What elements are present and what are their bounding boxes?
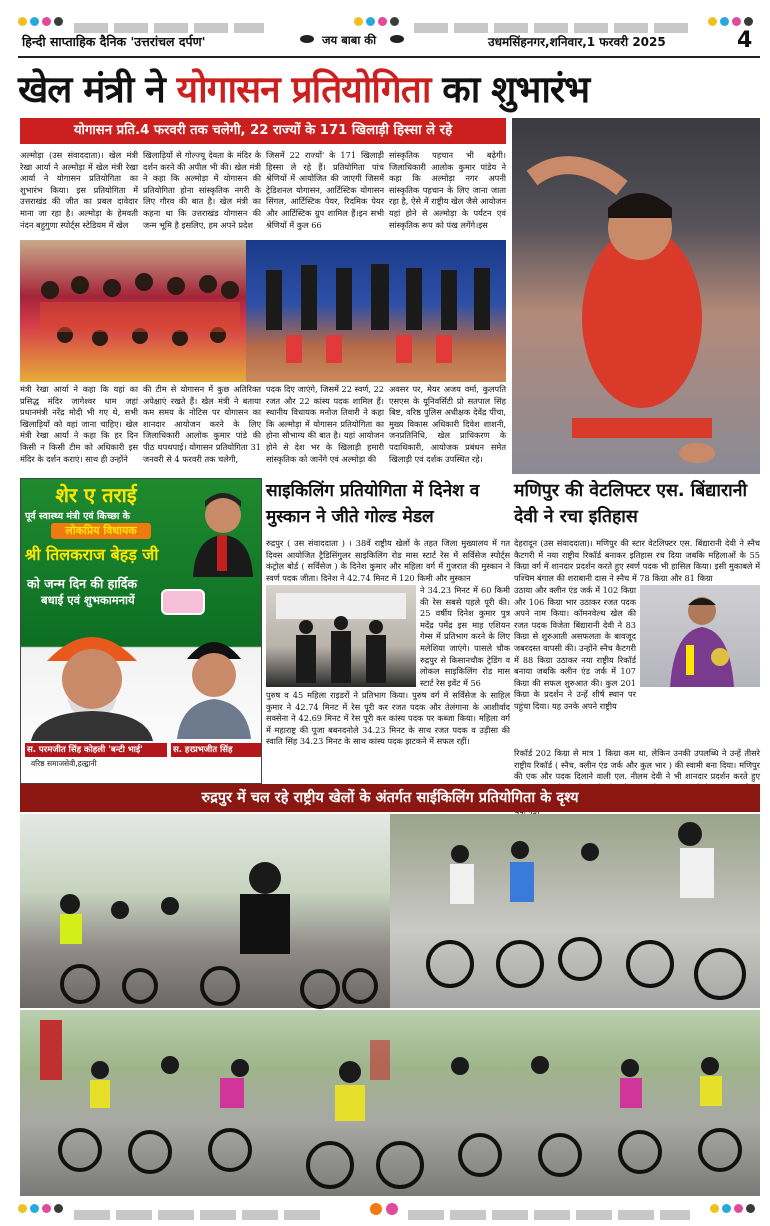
bottom-decor-bar (18, 1203, 758, 1217)
lead-col-6: की टीम से योगासन में कुछ अतिरिक्त अपेक्षाएं रखते हैं। खेल मंत्री ने बताया कम समय के नोटिस पर योगासन का शानदार आयोजन करने के लिए जिलाधिकारी आलोक कुमार पांडे की पीठ थपथपाई। योगासन प्रतियोगिता 31 जनवरी से 4 फरवरी तक चलेगी, (143, 384, 261, 464)
yoga-stage-photo (246, 240, 506, 382)
cycling-scene-photo-3 (20, 1010, 760, 1196)
ad-name-2: स. हरप्रभजीत सिंह (171, 743, 261, 757)
lead-col-8: अवसर पर, मेयर अजय वर्मा, कुलपति एसएस के यूनिवर्सिटी प्रो सतपाल सिंह बिष्ट, वरिष्ठ पुलिस अधीक्षक देवेंद्र पींचा, मुख्य विकास अधिकारी दिवेश शाशनी, जनप्रतिनिधि, खेल प्राधिकरण के पदाधिकारी, आयोजक प्रबंधन समेत खिलाड़ी एवं दर्शक उपस्थित रहे। (389, 384, 506, 464)
ad-line-2: पूर्व स्वास्थ्य मंत्री एवं किच्छा के (25, 511, 130, 522)
ad-name-1: स. परमजीत सिंह कोहली 'बन्टी भाई' (25, 743, 167, 757)
color-dots-icon (354, 17, 399, 26)
ad-line-4: श्री तिलकराज बेहड़ जी (25, 545, 159, 564)
cycling-body-2: ने 34.23 मिनट में 60 किमी की रेस सबसे पहले पूरी की। 25 वर्षीय दिनेश कुमार पुत्र मदेंद्र पमेंद्र इस माह एशियन गेम्स में प्रतिभाग करने के लिए मलेशिया जाएंगे। पासले चौक रुद्रपुर से किसानचौक ट्रेडिंग व लोकल साइकिलिंग रोड मास स्टार्ट रेस इवेंट में 56 (420, 585, 510, 688)
weightlifter-headline: मणिपुर की वेटलिफ्टर एस. बिंद्यारानी देवी ने रचा इतिहास (514, 481, 748, 527)
color-dots-icon (710, 1204, 755, 1213)
birthday-ad (20, 478, 262, 784)
yoga-group-photo (20, 240, 246, 382)
weight-body-2: उठाया और क्लीन एंड जर्क में 102 किग्रा और 106 किग्रा भार उठाकर रजत पदक अपने नाम किया। कॉमनवेल्थ खेल की रजत पदक विजेता बिंद्यारानी देवी ने 83 किग्रा से शुरुआती असफलता के बावजूद जबरदस्त वापसी की। उन्होंने स्नैच कैटगरी में 88 किग्रा उठाकर नया राष्ट्रीय रिकॉर्ड बनाया जबकि क्लीन एंड जर्क में 107 किग्रा की सफल शुरुआत की। कुल 201 किग्रा के प्रदर्शन ने उन्हें शीर्ष स्थान पर पहुंचा दिया। यह उनके अपने राष्ट्रीय (514, 585, 636, 711)
cake-icon (161, 589, 205, 615)
weightlifter-photo (640, 585, 760, 687)
weight-body-1: देहरादून (उस संवाददाता)। मणिपुर की स्टार वेटलिफ्टर एस. बिंद्यारानी देवी ने स्नैच कैटगरी में नया राष्ट्रीय रिकॉर्ड बनाकर इतिहास रच दिया जबकि महिलाओं के 55 किग्रा वर्ग में शानदार प्रदर्शन करते हुए स्वर्ण पदक भी हासिल किया। इसी मुकाबले में पश्चिम बंगाल की शराबानी दास ने स्नैच में 78 किग्रा और 81 किग्रा (514, 538, 760, 583)
lead-col-7: पदक दिए जाएंगे, जिसमें 22 स्वर्ण, 22 रजत और 22 कांस्य पदक शामिल हैं। स्थानीय विधायक मनोज तिवारी ने कहा कि अल्मोड़ा में योगासन प्रतियोगिता का होना सौभाग्य की बात है। यहां आयोजन होने से देश भर के खिलाड़ी हमारी सांस्कृतिक को जानेंगे एवं अल्मोड़ा की (266, 384, 384, 464)
subhead-text: योगासन प्रति.4 फरवरी तक चलेगी, 22 राज्यों के 171 खिलाड़ी हिस्सा ले रहे (73, 123, 453, 138)
cycling-headline: साइकिलिंग प्रतियोगिता में दिनेश व मुस्कान ने जीते गोल्ड मेडल (266, 481, 480, 527)
page-number: 4 (737, 28, 753, 53)
top-decor-bar (18, 17, 758, 29)
ad-line-3: लोकप्रिय विधायक (51, 523, 151, 539)
yoga-athlete-photo (512, 118, 760, 474)
place-date: उधमसिंहनगर,शनिवार,1 फरवरी 2025 (488, 35, 666, 49)
leaf-icon (390, 35, 404, 43)
ad-name-1-sub: वरिष्ठ समाजसेवी,हल्द्वानी (31, 759, 97, 768)
lead-subhead (20, 118, 506, 144)
color-dots-icon (708, 17, 753, 26)
banner-text: रुद्रपुर में चल रहे राष्ट्रीय खेलों के अंतर्गत साईकिलिंग प्रतियोगिता के दृश्य (201, 790, 579, 806)
ad-line-6: बधाई एवं शुभकामनायें (41, 593, 135, 607)
paper-name: हिन्दी साप्ताहिक दैनिक 'उत्तरांचल दर्पण' (22, 34, 206, 49)
leaf-icon (300, 35, 314, 43)
weight-body-3: रिकॉर्ड 202 किग्रा से मात्र 1 किग्रा कम था, लेकिन उनकी उपलब्धि ने उन्हें तीसरे राष्ट्रीय रिकॉर्ड ( स्नैच, क्लीन एंड जर्क और कुल भार ) की स्वामी बना दिया। मणिपुर की एक और पदक दिलाने वाली एल. नीलम देवी ने भी शानदार प्रदर्शन करते हुए (514, 748, 760, 782)
lead-col-4: सांस्कृतिक पहचान भी बढ़ेगी। जिलाधिकारी आलोक कुमार पांडेय ने कहा कि अल्मोड़ा नगर अपनी सांस्कृतिक पहचान के लिए जाना जाता रहा है, ऐसे में राष्ट्रीय खेल जैसे आयोजन यहां होने से अल्मोड़ा के पर्यटन एवं सांस्कृतिक रूप को पंख लगेंगे।इस (389, 150, 506, 230)
ad-portrait-1 (187, 487, 257, 577)
color-dots-icon (18, 17, 63, 26)
headline-highlight: योगासन प्रतियोगिता (176, 68, 431, 111)
ad-portrait-3 (171, 619, 257, 739)
magenta-circle-icon (386, 1203, 398, 1215)
lead-col-2: खिलाड़ियों से गोल्ज्यू देवता के मंदिर के दर्शन करने की अपील भी की। खेल मंत्री ने कहा कि अल्मोड़ा में योगासन की प्रतियोगिता होना सांस्कृतिक नगरी के लिए गौरव की बात है। खेल मंत्री का कहना था कि उत्तराखंड योगासन की जन्म भूमि है इसलिए, हम अपने प्रदेश (143, 150, 261, 230)
cycling-scene-photo-2 (390, 814, 760, 1008)
masthead (18, 30, 760, 58)
cycling-scene-photo-1 (20, 814, 390, 1008)
ad-portrait-2 (27, 613, 157, 741)
lead-col-5: मंत्री रेखा आर्या ने कहा कि यहां का प्रसिद्ध मंदिर जागेश्वर धाम जहां प्रधानमंत्री नरेंद्र मोदी भी गए थे, सभी खिलाड़ियों को वहां जाना चाहिए। खेल मंत्री रेखा आर्या ने कहा कि हर दिन किसी न किसी टीम को अधिकारी इस मंदिर के दर्शन कराएं। साथ ही उन्होंने (20, 384, 138, 464)
cycling-body-3: पुरुष व 45 महिला राइडरों ने प्रतिभाग किया। पुरुष वर्ग में सर्विसेज के साहिल कुमार ने 42.74 मिनट में रेस पूरी कर रजत पदक और तेलंगाना के आशीर्वाद सक्सेना ने 42.69 मिनट में रेस पूरी कर कांस्य पदक पर कब्जा किया। महिला वर्ग में महाराष्ट्र की पूजा बबनदनोले 34.23 मिनट के साथ रजत पदक व उड़ीसा की स्वाति सिंह 34.23 मिनट के साथ कांस्य पदक झटकने में सफल रहीं। (266, 690, 510, 747)
lead-col-1: अल्मोड़ा (उस संवाददाता)। खेल मंत्री रेखा आर्या ने अल्मोड़ा में खेल मंत्री रेखा आर्या ने योगासन प्रतियोगिता का शुभारंभ किया। इस प्रतियोगिता में उत्तराखंड की जीत का प्रबल दावेदार माना जा रहा है। अल्मोड़ा के हेमवती नंदन बहुगुणा स्पोर्ट्स स्टेडियम में खेल (20, 150, 138, 230)
orange-circle-icon (370, 1203, 382, 1215)
lead-headline (18, 62, 760, 118)
cycling-medal-photo (266, 585, 416, 687)
ad-title: शेर ए तराई (55, 483, 137, 507)
photo-banner (20, 784, 760, 812)
ad-line-5: को जन्म दिन की हार्दिक (27, 576, 137, 591)
lead-col-3: जिसमें 22 राज्यों' के 171 खिलाड़ी हिस्सा ले रहे हैं। प्रतियोगिता पांच श्रेणियों में आयोजित की जाएगी जिसमें ट्रेडिशनल योगासन, आर्टिस्टिक योगासन सिंगल, आर्टिस्टिक पेयर, रिदमिक पेयर और आर्टिस्टिक ग्रुप शामिल हैं।इन सभी श्रेणियों में कुल 66 (266, 150, 384, 230)
headline-part: खेल मंत्री ने (18, 68, 177, 111)
color-dots-icon (18, 1204, 63, 1213)
headline-part: का शुभारंभ (430, 68, 590, 111)
cycling-body-1: रुद्रपुर ( उस संवाददाता ) । 38वें राष्ट्रीय खेलों के तहत जिला मुख्यालय में गत दिवस आयोजित ट्रैडिसिंगुलर साइकिलिंग रोड मास स्टार्ट रेस में सर्विसेज स्पोर्ट्स कंट्रोल बोर्ड ( सर्विसेज ) के दिनेश कुमार और महिला वर्ग में गुजरात की मुस्कान ने स्वर्ण पदक जीता। दिनेश ने 42.74 मिनट में 120 किमी और मुस्कान (266, 538, 510, 583)
center-text: जय बाबा की (322, 33, 377, 47)
